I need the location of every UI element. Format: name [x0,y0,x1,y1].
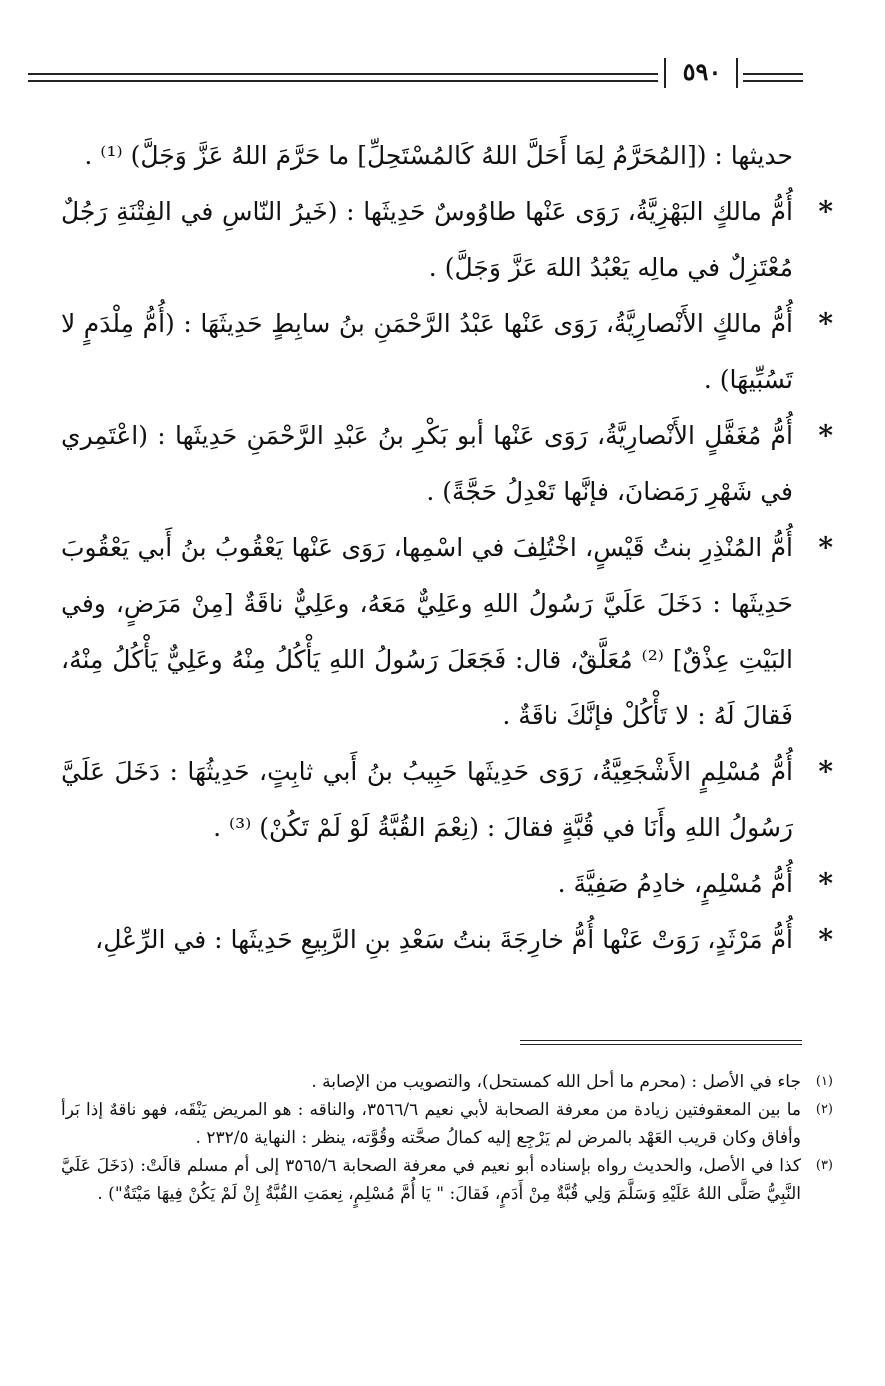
footnote-2 [61,1096,833,1152]
header-rule-long [28,73,658,82]
footnote-separator [520,1040,802,1045]
bullet-star: * [818,867,833,900]
entry-text: أُمُّ مالكٍ الأَنْصارِيَّةُ، رَوَى عَنْها عَبْدُ الرَّحْمَنِ بنُ سابِطٍ حَدِيثَهَا : (أُمُّ مِلْدَمٍ لا تَسُبِّيهَا) . [61,309,793,394]
footnote-mark: (٢) [815,1102,833,1117]
header-bar-left [664,58,666,88]
entry-umm-al-mundhir [61,520,833,744]
entry-umm-mughaffal [61,408,833,520]
header-rule-short [743,73,803,82]
footnote-text: جاء في الأصل : (محرم ما أحل الله كمستحل)، والتصويب من الإصابة . [311,1072,801,1092]
bullet-star: * [818,531,833,564]
page-number: ٥٩٠ [682,57,722,86]
entry-umm-muslim-khadim [61,856,833,912]
bullet-star: * [818,195,833,228]
entry-text: أُمُّ مُسْلِمٍ، خادِمُ صَفِيَّةَ . [557,869,793,898]
footnote-mark: (٣) [815,1158,833,1173]
bullet-star: * [818,419,833,452]
footnote-mark: (١) [815,1074,833,1089]
footnote-1 [61,1068,833,1096]
entry-umm-malik-ansariyya [61,296,833,408]
entry-text: أُمُّ مُغَفَّلٍ الأَنْصارِيَّةُ، رَوَى عَنْها أبو بَكْرِ بنُ عَبْدِ الرَّحْمَنِ حَدِيثَها : (اعْتَمِري في شَهْرِ رَمَضانَ، فإنَّها تَعْدِلُ حَجَّةً) . [61,421,793,506]
bullet-star: * [818,755,833,788]
footnote-text: كذا في الأصل، والحديث رواه بإسناده أبو نعيم في معرفة الصحابة ٣٥٦٥/٦ إلى أم مسلم قالَتْ: (دَخَلَ عَلَيَّ النَّبِيُّ صَلَّى اللهُ عَلَيْهِ وَسَلَّمَ وَلِي قُبَّةٌ مِنْ أَدَمٍ، فَقالَ: " يَا أُمَّ مُسْلِمٍ، نِعمَتِ القُبَّةُ إِنْ لَمْ يَكُنْ فِيهَا مَيْتَةٌ") . [61,1156,801,1204]
entry-umm-marthad [61,912,833,968]
entry-umm-malik-bahziyya [61,184,833,296]
entry-umm-muslim-ashjaiyya [61,744,833,856]
header-bar-right [736,58,738,88]
bullet-star: * [818,307,833,340]
page-header [28,56,803,96]
bullet-star: * [818,923,833,956]
footnote-text: ما بين المعقوفتين زيادة من معرفة الصحابة لأبي نعيم ٣٥٦٦/٦، والناقه : هو المريض يَنْقَه، فهو ناقهٌ إذا بَرأ وأفاق وكان قريب العَهْد بالمرض لم يَرْجِع إليه كمالُ صحَّته وقُوَّته، ينظر : النهاية ٢٣٢/٥ . [61,1100,801,1148]
footnotes [61,1068,833,1208]
entry-text: أُمُّ مَرْثَدٍ، رَوَتْ عَنْها أُمُّ خارِجَةَ بنتُ سَعْدِ بنِ الرَّبِيعِ حَدِيثَها : في الرِّعْلِ، [95,925,793,954]
entry-text: أُمُّ المُنْذِرِ بنتُ قَيْسٍ، اخْتُلِفَ في اسْمِها، رَوَى عَنْها يَعْقُوبُ بنُ أَبي يَعْقُوبَ حَدِيثَها : دَخَلَ عَلَيَّ رَسُولُ اللهِ وعَلِيٌّ مَعَهُ، وعَلِيٌّ ناقَةٌ [مِنْ مَرَضٍ، وفي البَيْتِ عِذْقٌ] ⁽²⁾ مُعَلَّقٌ، قال: فَجَعَلَ رَسُولُ اللهِ يَأْكُلُ مِنْهُ وعَلِيٌّ يَأْكُلُ مِنْهُ، فَقالَ لَهُ : لا تَأْكُلْ فإنَّكَ ناقَةٌ . [61,533,793,730]
footnote-3 [61,1152,833,1208]
entry-text: أُمُّ مالكٍ البَهْزِيَّةُ، رَوَى عَنْها طاوُوسٌ حَدِيثَها : (خَيرُ النّاسِ في الفِتْنَةِ رَجُلٌ مُعْتَزِلٌ في مالِه يَعْبُدُ اللهَ عَزَّ وَجَلَّ) . [61,197,793,282]
opening-line: حديثها : ([المُحَرَّمُ لِمَا أَحَلَّ اللهُ كَالمُسْتَحِلِّ] ما حَرَّمَ اللهُ عَزَّ وَجَلَّ) ⁽¹⁾ . [84,141,793,170]
entry-text: أُمُّ مُسْلِمٍ الأَشْجَعِيَّةُ، رَوَى حَدِيثَها حَبِيبُ بنُ أَبي ثابِتٍ، حَدِيثُهَا : دَخَلَ عَلَيَّ رَسُولُ اللهِ وأَنَا في قُبَّةٍ فقالَ : (نِعْمَ القُبَّةُ لَوْ لَمْ تَكُنْ) ⁽³⁾ . [61,757,793,842]
main-text [61,128,833,968]
